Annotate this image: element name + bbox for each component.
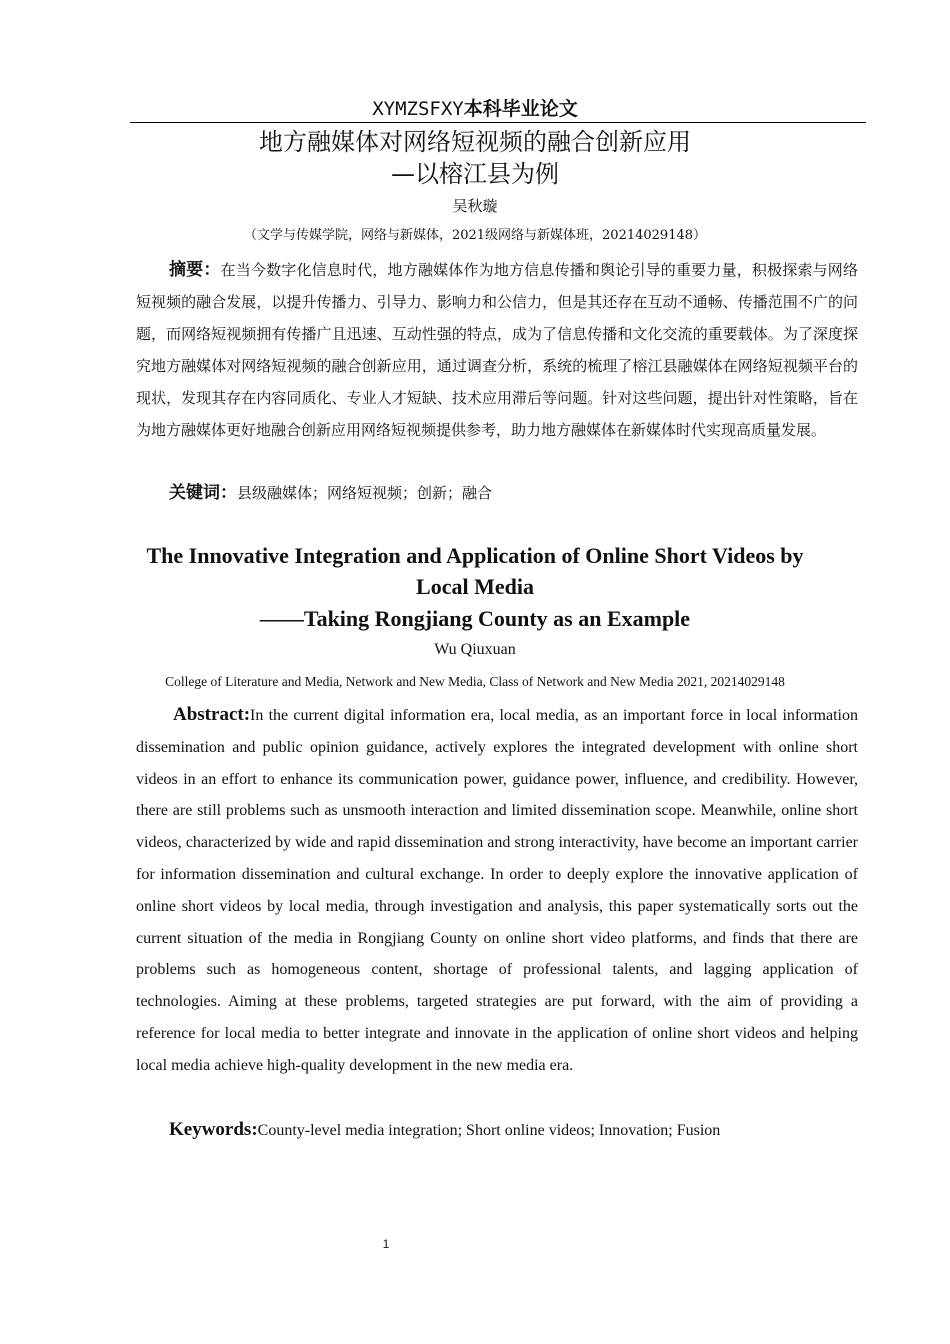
en-abstract bbox=[136, 699, 858, 1082]
en-title-line2: Local Media bbox=[416, 574, 534, 599]
header-label: 本科毕业论文 bbox=[463, 98, 578, 120]
en-abstract-text: In the current digital information era, local media, as an important force in local information dissemination and public opinion guidance, actively explores the integrated development with online short videos in an effort to enhance its communication power, guidance power, influence, and credibility. However, there are still problems such as unsmooth interaction and limited dissemination scope. Meanwhile, online short videos, characterized by wide and rapid dissemination and strong interactivity, have become an important carrier for information dissemination and cultural exchange. In order to deeply explore the innovative application of online short videos by local media, through investigation and analysis, this paper systematically sorts out the current situation of the media in Rongjiang County on online short video platforms, and finds that there are problems such as homogeneous content, shortage of professional talents, and lagging application of technologies. Aiming at these problems, targeted strategies are put forward, with the aim of providing a reference for local media to better integrate and innovate in the application of online short videos and helping local media achieve high-quality development in the new media era. bbox=[136, 707, 858, 1074]
cn-title-line2: —以榕江县为例 bbox=[391, 160, 559, 188]
header-rule bbox=[130, 122, 866, 123]
en-keywords-label: Keywords: bbox=[169, 1119, 258, 1140]
cn-abstract-text: 在当今数字化信息时代，地方融媒体作为地方信息传播和舆论引导的重要力量，积极探索与网络短视频的融合发展，以提升传播力、引导力、影响力和公信力，但是其还存在互动不通畅、传播范围不广的问题，而网络短视频拥有传播广且迅速、互动性强的特点，成为了信息传播和文化交流的重要载体。为了深度探究地方融媒体对网络短视频的融合创新应用，通过调查分析，系统的梳理了榕江县融媒体在网络短视频平台的现状，发现其存在内容同质化、专业人才短缺、技术应用滞后等问题。针对这些问题，提出针对性策略，旨在为地方融媒体更好地融合创新应用网络短视频提供参考，助力地方融媒体在新媒体时代实现高质量发展。 bbox=[136, 261, 858, 439]
en-title-line3: ——Taking Rongjiang County as an Example bbox=[259, 606, 691, 631]
en-author: Wu Qiuxuan bbox=[434, 641, 516, 658]
header-code: XYMZSFXY bbox=[372, 98, 464, 120]
en-abstract-label: Abstract: bbox=[173, 704, 251, 725]
page-number: 1 bbox=[382, 1237, 390, 1251]
cn-author: 吴秋璇 bbox=[452, 197, 498, 215]
cn-keywords-text: 县级融媒体；网络短视频；创新；融合 bbox=[237, 484, 493, 502]
cn-keywords bbox=[169, 477, 492, 509]
en-title-line1: The Innovative Integration and Application of Online Short Videos by bbox=[146, 543, 804, 568]
cn-abstract bbox=[136, 254, 858, 446]
en-affiliation: College of Literature and Media, Network and New Media, Class of Network and New Media 2021, 20214029148 bbox=[165, 674, 785, 689]
en-keywords bbox=[169, 1114, 720, 1147]
running-header bbox=[0, 96, 950, 122]
cn-abstract-label: 摘要： bbox=[169, 260, 221, 280]
cn-title-line1: 地方融媒体对网络短视频的融合创新应用 bbox=[259, 128, 691, 156]
cn-keywords-label: 关键词： bbox=[169, 483, 237, 503]
cn-affiliation: （文学与传媒学院，网络与新媒体，2021级网络与新媒体班，20214029148） bbox=[243, 228, 707, 243]
en-keywords-text: County-level media integration; Short online videos; Innovation; Fusion bbox=[257, 1122, 721, 1139]
